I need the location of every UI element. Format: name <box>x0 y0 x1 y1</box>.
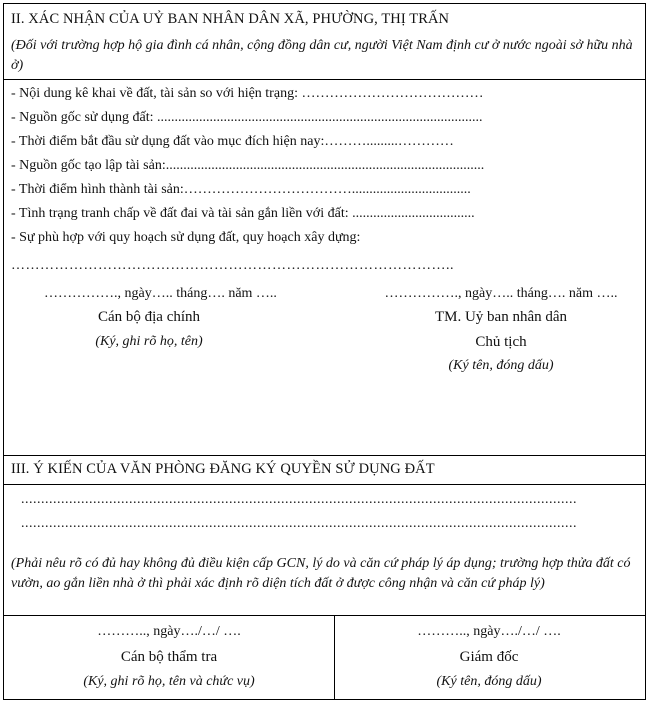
section3-sign-separator <box>334 615 335 699</box>
section2-item-dotline: ……………………………………………………………………………….. <box>11 258 454 273</box>
section3-top-border <box>4 455 645 456</box>
section3-left-hint: (Ký, ghi rõ họ, tên và chức vụ) <box>83 674 255 689</box>
section2-item-planning: - Sự phù hợp với quy hoạch sử dụng đất, quy hoạch xây dựng: <box>11 230 361 245</box>
section3-left-date: ……….., ngày…./…/ …. <box>97 624 241 639</box>
section2-right-date: ……………., ngày….. tháng…. năm ….. <box>384 286 618 301</box>
section2-left-title: Cán bộ địa chính <box>97 309 201 325</box>
section3-right-hint: (Ký tên, đóng dấu) <box>436 674 542 689</box>
section3-dotline-1: ........................................................................................................................................... <box>21 492 577 507</box>
registration-form <box>3 3 646 700</box>
section3-left-title: Cán bộ thẩm tra <box>120 649 218 665</box>
section3-heading: III. Ý KIẾN CỦA VĂN PHÒNG ĐĂNG KÝ QUYỀN SỬ DỤNG ĐẤT <box>11 461 435 477</box>
section3-dotline-2: ........................................................................................................................................... <box>21 516 577 531</box>
section3-right-title: Giám đốc <box>459 649 519 665</box>
section2-divider <box>4 79 645 80</box>
section3-note: (Phải nêu rõ có đủ hay không đủ điều kiện cấp GCN, lý do và căn cứ pháp lý áp dụng; trường hợp thửa đất có vườn, ao gắn liền nhà ở thì phải xác định rõ diện tích đất ở được công nhận và căn cứ pháp lý) <box>11 556 631 591</box>
section2-item-land-origin: - Nguồn gốc sử dụng đất: ............................................................................................. <box>11 110 483 125</box>
section2-left-hint: (Ký, ghi rõ họ, tên) <box>95 334 203 349</box>
section2-heading: II. XÁC NHẬN CỦA UỶ BAN NHÂN DÂN XÃ, PHƯỜNG, THỊ TRẤN <box>11 11 450 27</box>
section2-item-dispute: - Tình trạng tranh chấp về đất đai và tài sản gắn liền với đất: ................................... <box>11 206 475 221</box>
section2-item-asset-origin: - Nguồn gốc tạo lập tài sản:........................................................................................... <box>11 158 485 173</box>
section2-right-hint: (Ký tên, đóng dấu) <box>448 358 554 373</box>
section2-right-subtitle: Chủ tịch <box>475 334 527 350</box>
section2-item-start-time: - Thời điểm bắt đầu sử dụng đất vào mục đích hiện nay:……….........………… <box>11 134 454 149</box>
section2-left-date: ……………., ngày….. tháng…. năm ….. <box>44 286 277 301</box>
section3-divider <box>4 484 645 485</box>
section3-sign-divider <box>4 615 645 616</box>
section2-item-land-declaration: - Nội dung kê khai về đất, tài sản so với hiện trạng: ………………………………… <box>11 86 484 101</box>
section2-note: (Đối với trường hợp hộ gia đình cá nhân, cộng đồng dân cư, người Việt Nam định cư ở nước ngoài sở hữu nhà ở) <box>11 38 633 73</box>
section2-right-title: TM. Uỷ ban nhân dân <box>434 309 568 325</box>
section2-item-asset-time: - Thời điểm hình thành tài sản:……………………………….................................. <box>11 182 471 197</box>
section3-right-date: ……….., ngày…./…/ …. <box>417 624 561 639</box>
